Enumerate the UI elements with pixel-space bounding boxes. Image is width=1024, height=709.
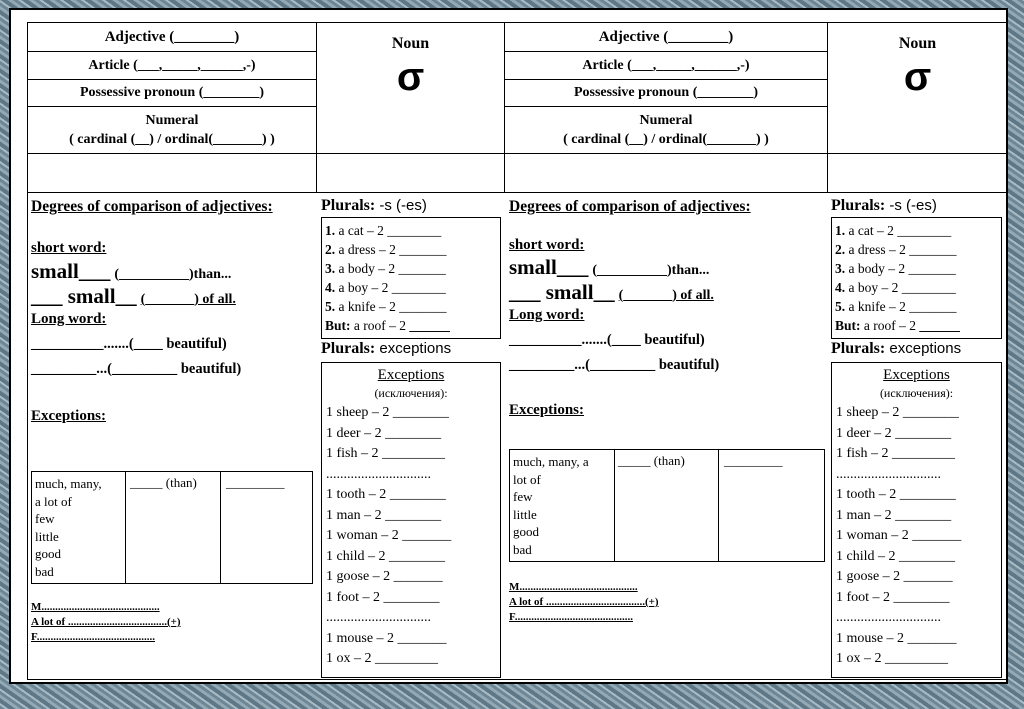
blank-column: _________ xyxy=(724,453,783,468)
blank-row xyxy=(27,153,1008,193)
than-column: _____ (than) xyxy=(618,453,685,468)
sigma-symbol: σ xyxy=(396,55,425,99)
numeral-title: Numeral xyxy=(639,113,693,128)
plural-item: 1. a cat – 2 ________ xyxy=(835,223,952,238)
numeral-cell-right xyxy=(505,108,827,153)
short-word-label: short word: xyxy=(31,240,107,256)
degrees-title: Degrees of comparison of adjectives: xyxy=(31,198,273,215)
blank-column: _________ xyxy=(226,475,285,490)
small-line-2: ___ small__ (_______) of all. xyxy=(31,284,236,308)
exceptions-table-right xyxy=(509,449,825,562)
plural-item: 4. a boy – 2 ________ xyxy=(325,280,446,295)
long-line-2: _________...(_________ beautiful) xyxy=(509,357,720,373)
article-cell-left: Article (___,_____,______,-) xyxy=(28,52,316,80)
numeral-title: Numeral xyxy=(145,113,199,128)
plural-item: 4. a boy – 2 ________ xyxy=(835,280,956,295)
plurals-exceptions-box-right: Exceptions (исключения): 1 sheep – 2 ________ 1 deer – 2 ________ 1 fish – 2 _________ .............................. 1 tooth – 2 ________ 1 man – 2 ________ 1 woman – 2 _______ 1 child – 2 ________ 1 goose – 2 _______ 1 foot – 2 ________ .............................. 1 mouse – 2 _______ 1 ox – 2 _________ xyxy=(831,362,1002,678)
plurals-title-right: Plurals: -s (-es) xyxy=(831,197,937,214)
long-line-1: __________.......(____ beautiful) xyxy=(31,336,227,352)
long-line-1: __________.......(____ beautiful) xyxy=(509,332,705,348)
worksheet xyxy=(9,8,1008,684)
long-line-2: _________...(_________ beautiful) xyxy=(31,361,242,377)
plural-item: 2. a dress – 2 _______ xyxy=(325,242,447,257)
plurals-title-left: Plurals: -s (-es) xyxy=(321,197,427,214)
small-line-1: small___ (__________)than... xyxy=(31,259,232,283)
m-line: M........................................... xyxy=(31,601,160,613)
f-line: F........................................... xyxy=(31,631,155,643)
long-word-label: Long word: xyxy=(509,307,585,323)
small-line-1: small___ (__________)than... xyxy=(509,255,710,279)
exceptions-words: much, many, a lot of few little good bad xyxy=(513,454,589,557)
plural-item: 5. a knife – 2 _______ xyxy=(325,299,447,314)
short-word-label: short word: xyxy=(509,237,585,253)
plural-but: But: a roof – 2 ______ xyxy=(325,318,450,333)
plurals-exceptions-box-left: Exceptions (исключения): 1 sheep – 2 ________ 1 deer – 2 ________ 1 fish – 2 _________ .............................. 1 tooth – 2 ________ 1 man – 2 ________ 1 woman – 2 _______ 1 child – 2 ________ 1 goose – 2 _______ 1 foot – 2 ________ .............................. 1 mouse – 2 _______ 1 ox – 2 _________ xyxy=(321,362,501,678)
plurals-exc-title-left: Plurals: exceptions xyxy=(321,340,452,357)
exceptions-head: Exceptions xyxy=(377,367,445,383)
degrees-title: Degrees of comparison of adjectives: xyxy=(509,198,751,215)
alot-line: A lot of ....................................(+) xyxy=(31,616,181,628)
adjective-cell-left: Adjective (________) xyxy=(28,23,316,52)
long-word-label: Long word: xyxy=(31,311,107,327)
noun-title: Noun xyxy=(391,35,430,52)
mf-lines-left xyxy=(31,600,181,645)
adjective-cell-right: Adjective (________) xyxy=(505,23,827,52)
plural-item: 3. a body – 2 _______ xyxy=(325,261,446,276)
plurals-box-right xyxy=(831,217,1002,339)
plural-item: 1. a cat – 2 ________ xyxy=(325,223,442,238)
mf-lines-right xyxy=(509,580,659,625)
plurals-box-left xyxy=(321,217,501,339)
plural-but: But: a roof – 2 ______ xyxy=(835,318,960,333)
exceptions-sub: (исключения): xyxy=(879,386,954,400)
f-line: F........................................... xyxy=(509,611,633,623)
exceptions-head: Exceptions xyxy=(883,367,950,383)
exceptions-title: Exceptions: xyxy=(31,408,106,424)
possessive-cell-left: Possessive pronoun (________) xyxy=(28,80,316,107)
exceptions-sub: (исключения): xyxy=(374,386,448,400)
plural-item: 5. a knife – 2 _______ xyxy=(835,299,957,314)
numeral-cell-left xyxy=(28,108,316,153)
than-column: _____ (than) xyxy=(130,475,197,490)
numeral-sub: ( cardinal (__) / ordinal(_______) ) xyxy=(69,132,275,147)
noun-title: Noun xyxy=(898,35,937,52)
possessive-cell-right: Possessive pronoun (________) xyxy=(505,80,827,107)
noun-cell-right xyxy=(828,23,1007,153)
exceptions-title: Exceptions: xyxy=(509,402,584,418)
m-line: M........................................... xyxy=(509,581,638,593)
plural-item: 2. a dress – 2 _______ xyxy=(835,242,957,257)
plurals-exc-title-right: Plurals: exceptions xyxy=(831,340,962,357)
plural-item: 3. a body – 2 _______ xyxy=(835,261,956,276)
article-cell-right: Article (___,_____,______,-) xyxy=(505,52,827,80)
degrees-section-right xyxy=(509,196,825,419)
small-line-2: ___ small__ (_______) of all. xyxy=(509,280,714,304)
sigma-symbol: σ xyxy=(903,55,932,99)
exceptions-words: much, many, a lot of few little good bad xyxy=(35,476,102,579)
degrees-section-left xyxy=(31,196,314,425)
exceptions-table-left xyxy=(31,471,313,584)
noun-cell-left xyxy=(317,23,504,153)
numeral-sub: ( cardinal (__) / ordinal(_______) ) xyxy=(563,132,769,147)
alot-line: A lot of ....................................(+) xyxy=(509,596,659,608)
